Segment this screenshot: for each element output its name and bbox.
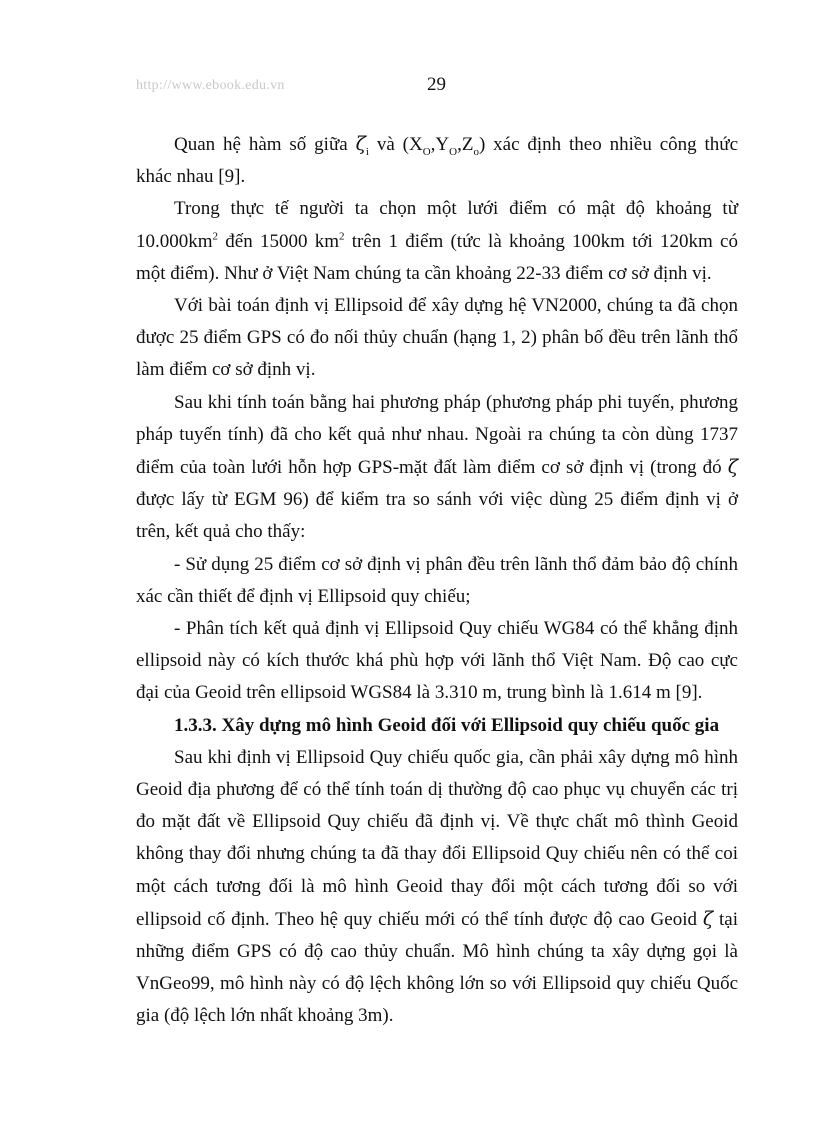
paragraph-function-relation: Quan hệ hàm số giữa $\zeta_i$ và $(X_O,Y_O,Z_o)$ xác định theo nhiều công thức khác nhau [9]. <box>136 133 739 188</box>
list-item: - Phân tích kết quả định vị Ellipsoid Quy chiếu WG84 có thể khẳng định ellipsoid này có kích thước khá phù hợp với lãnh thổ Việt Nam. Độ cao cực đại của Geoid trên ellipsoid WGS84 là 3.310 m, trung bình là 1.614 m [9]. <box>136 618 738 704</box>
body-text <box>136 128 738 1033</box>
zeta-symbol: ζ <box>727 456 738 479</box>
watermark-url: http://www.ebook.edu.vn <box>136 78 285 93</box>
list-item: - Sử dụng 25 điểm cơ sở định vị phân đều trên lãnh thổ đảm bảo độ chính xác cần thiết để định vị Ellipsoid quy chiếu; <box>136 553 738 607</box>
paragraph-geoid-model: Sau khi định vị Ellipsoid Quy chiếu quốc gia, cần phải xây dựng mô hình Geoid địa phương để có thể tính toán dị thường độ cao phục vụ chuyển các trị đo mặt đất về Ellipsoid Quy chiếu đã định vị. Về thực chất mô thình Geoid không thay đổi nhưng chúng ta đã thay đổi Ellipsoid Quy chiếu nên có thể coi một cách tương đối là mô hình Geoid thay đổi một cách tương đối so với ellipsoid cố định. Theo hệ quy chiếu mới có thể tính được độ cao Geoid ζ tại những điểm GPS có độ cao thủy chuẩn. Mô hình chúng ta xây dựng gọi là VnGeo99, mô hình này có độ lệch không lớn so với Ellipsoid quy chiếu Quốc gia (độ lệch lớn nhất khoảng 3m). <box>136 746 738 1027</box>
zeta-symbol: ζ <box>355 133 366 155</box>
section-heading: 1.3.3. Xây dựng mô hình Geoid đối với Ellipsoid quy chiếu quốc gia <box>174 714 720 736</box>
paragraph-methods: Sau khi tính toán bằng hai phương pháp (phương pháp phi tuyến, phương pháp tuyến tính) đã cho kết quả như nhau. Ngoài ra chúng ta còn dùng 1737 điểm của toàn lưới hỗn hợp GPS-mặt đất làm điểm cơ sở định vị (trong đó ζ được lấy từ EGM 96) để kiểm tra so sánh với việc dùng 25 điểm định vị ở trên, kết quả cho thấy: <box>136 391 738 543</box>
zeta-symbol: ζ <box>702 907 714 930</box>
paragraph-vn2000: Với bài toán định vị Ellipsoid để xây dựng hệ VN2000, chúng ta đã chọn được 25 điểm GPS có đo nối thủy chuẩn (hạng 1, 2) phân bố đều trên lãnh thổ làm điểm cơ sở định vị. <box>136 295 738 381</box>
page-number: 29 <box>427 74 446 95</box>
paragraph-point-density: Trong thực tế người ta chọn một lưới điểm có mật độ khoảng từ $10.000km^2$ đến 15000 $km^2$ trên 1 điểm (tức là khoảng 100km tới 120km có một điểm). Như ở Việt Nam chúng ta cần khoảng 22-33 điểm cơ sở định vị. <box>136 198 738 284</box>
